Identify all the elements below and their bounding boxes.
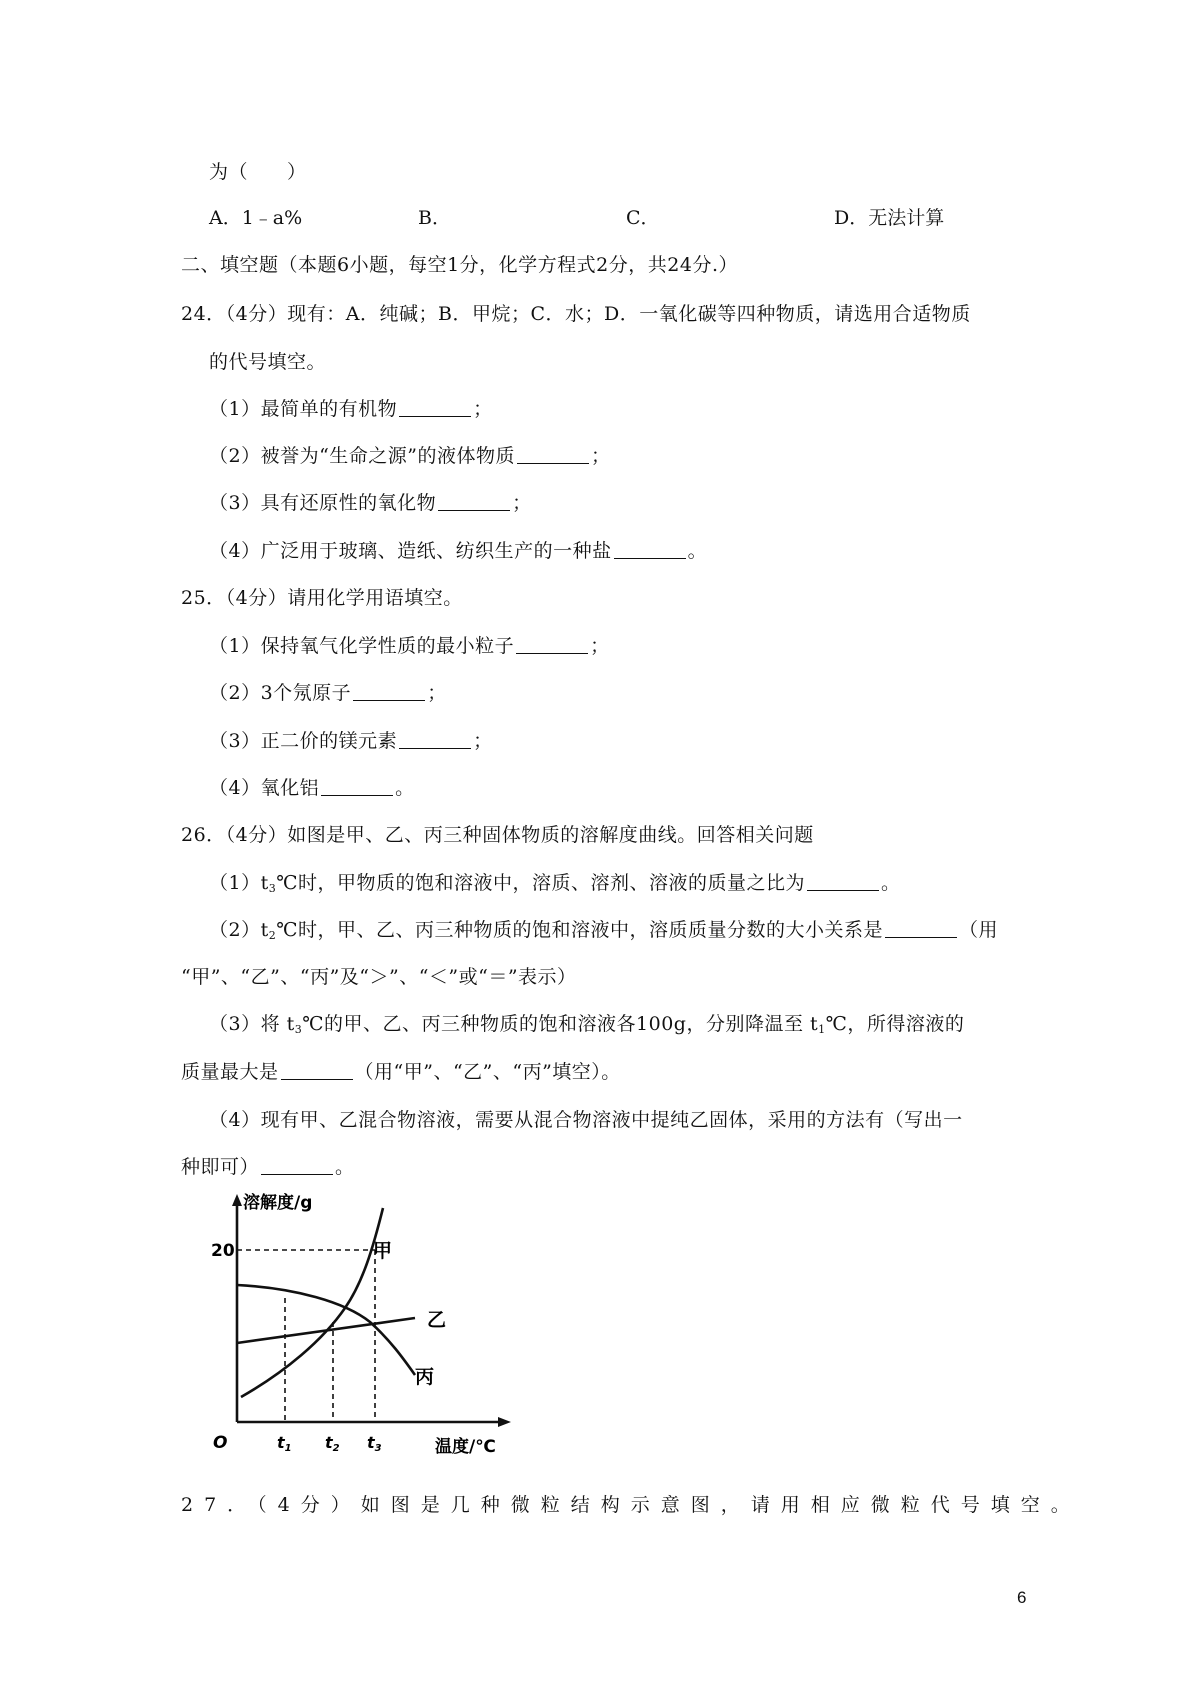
q24-item-2 <box>209 444 611 468</box>
q24-item-1 <box>209 397 493 421</box>
graph-y20: 20 <box>211 1241 235 1261</box>
q25-item-4 <box>209 776 415 800</box>
answer-blank[interactable] <box>261 1158 333 1175</box>
solubility-curve-figure <box>205 1190 545 1460</box>
q26-part-2-line2: “甲”、“乙”、“丙”及“＞”、“＜”或“＝”表示） <box>181 966 577 988</box>
q26-p1-post: ℃时，甲物质的饱和溶液中，溶质、溶剂、溶液的质量之比为 <box>276 872 805 894</box>
curve-jia <box>241 1208 383 1397</box>
q23-option-c: C． <box>626 207 660 229</box>
graph-label-yi: 乙 <box>427 1309 447 1331</box>
q26-p4-line2-post: 。 <box>335 1156 355 1178</box>
answer-blank[interactable] <box>885 921 957 938</box>
q24-stem-line2: 的代号填空。 <box>209 351 327 373</box>
q24-item-3-text: （3）具有还原性的氧化物 <box>209 492 437 514</box>
q25-stem: 25．（4分）请用化学用语填空。 <box>181 587 463 609</box>
q26-part-3 <box>209 1012 964 1042</box>
q26-p2-pre: （2）t <box>209 919 269 941</box>
q24-item-4-end: 。 <box>687 540 708 562</box>
q24-item-3-end: ； <box>512 492 532 514</box>
graph-t1-label: t1 <box>277 1433 292 1454</box>
answer-blank[interactable] <box>517 447 589 464</box>
q26-p3-line2-post: （用“甲”、“乙”、“丙”填空）。 <box>354 1061 621 1083</box>
q26-p3-post: ℃，所得溶液的 <box>825 1013 965 1035</box>
answer-blank[interactable] <box>353 684 425 701</box>
q26-p2-end: （用 <box>959 919 999 941</box>
q25-item-3-text: （3）正二价的镁元素 <box>209 730 398 752</box>
q27-stem: 27．（4分）如图是几种微粒结构示意图，请用相应微粒代号填空。 <box>181 1494 1081 1516</box>
graph-t2-label: t2 <box>325 1433 340 1454</box>
q23-tail: 为（ ） <box>209 161 307 183</box>
graph-label-jia: 甲 <box>373 1240 393 1262</box>
q24-stem-line1: 24．（4分）现有：A．纯碱；B．甲烷；C．水；D．一氧化碳等四种物质，请选用合适物质 <box>181 303 971 325</box>
q26-stem: 26．（4分）如图是甲、乙、丙三种固体物质的溶解度曲线。回答相关问题 <box>181 824 814 846</box>
q24-item-1-text: （1）最简单的有机物 <box>209 398 398 420</box>
answer-blank[interactable] <box>438 494 510 511</box>
q25-item-3-end: ； <box>473 730 493 752</box>
q26-p3-pre: （3）将 t <box>209 1013 295 1035</box>
q24-item-3 <box>209 491 532 515</box>
x-axis-arrow <box>498 1417 511 1427</box>
q25-item-2 <box>209 681 447 705</box>
q26-part-4: （4）现有甲、乙混合物溶液，需要从混合物溶液中提纯乙固体，采用的方法有（写出一 <box>209 1109 963 1131</box>
q26-p2-sub: 2 <box>268 929 277 942</box>
q25-item-4-text: （4）氧化铝 <box>209 777 320 799</box>
q26-part-3-line2 <box>181 1060 621 1084</box>
q23-option-a: A．1﹣a% <box>209 207 303 229</box>
q26-p1-end: 。 <box>881 872 901 894</box>
q24-item-4 <box>209 539 707 563</box>
answer-blank[interactable] <box>614 542 686 559</box>
answer-blank[interactable] <box>807 874 879 891</box>
q25-item-1-text: （1）保持氧气化学性质的最小粒子 <box>209 635 515 657</box>
q25-item-2-text: （2）3个氖原子 <box>209 682 352 704</box>
q26-p4-line2-pre: 种即可） <box>181 1156 260 1178</box>
q26-p1-sub: 3 <box>268 882 277 895</box>
q25-item-1 <box>209 634 610 658</box>
page-number: 6 <box>1017 1588 1027 1607</box>
answer-blank[interactable] <box>321 779 393 796</box>
q26-p3-line2-pre: 质量最大是 <box>181 1061 279 1083</box>
q25-item-3 <box>209 729 493 753</box>
graph-origin: O <box>213 1433 228 1453</box>
q23-option-b: B． <box>418 207 451 229</box>
q25-item-2-end: ； <box>427 682 447 704</box>
q25-item-4-end: 。 <box>395 777 415 799</box>
graph-t3-label: t3 <box>367 1433 382 1454</box>
q26-part-4-line2 <box>181 1155 355 1179</box>
q23-option-d: D．无法计算 <box>834 207 945 229</box>
q25-item-1-end: ； <box>590 635 610 657</box>
q24-item-2-end: ； <box>591 445 611 467</box>
q26-p3-sub1: 3 <box>294 1023 303 1036</box>
q26-p3-mid: ℃的甲、乙、丙三种物质的饱和溶液各100g，分别降温至 t <box>302 1013 819 1035</box>
answer-blank[interactable] <box>516 637 588 654</box>
graph-ylabel: 溶解度/g <box>243 1193 313 1213</box>
q26-part-1 <box>209 871 901 901</box>
answer-blank[interactable] <box>281 1063 353 1080</box>
section2-heading: 二、填空题（本题6小题，每空1分，化学方程式2分，共24分.） <box>181 254 738 276</box>
q24-item-4-text: （4）广泛用于玻璃、造纸、纺织生产的一种盐 <box>209 540 612 562</box>
q26-part-2 <box>209 918 998 948</box>
q26-p3-sub2: 1 <box>818 1023 826 1036</box>
q24-item-1-end: ； <box>473 398 493 420</box>
y-axis-arrow <box>232 1194 242 1206</box>
graph-label-bing: 丙 <box>415 1366 435 1388</box>
graph-xlabel: 温度/℃ <box>435 1437 496 1457</box>
answer-blank[interactable] <box>399 400 471 417</box>
q24-item-2-text: （2）被誉为“生命之源”的液体物质 <box>209 445 516 467</box>
answer-blank[interactable] <box>399 732 471 749</box>
q26-p1-pre: （1）t <box>209 872 269 894</box>
q26-p2-post: ℃时，甲、乙、丙三种物质的饱和溶液中，溶质质量分数的大小关系是 <box>276 919 883 941</box>
